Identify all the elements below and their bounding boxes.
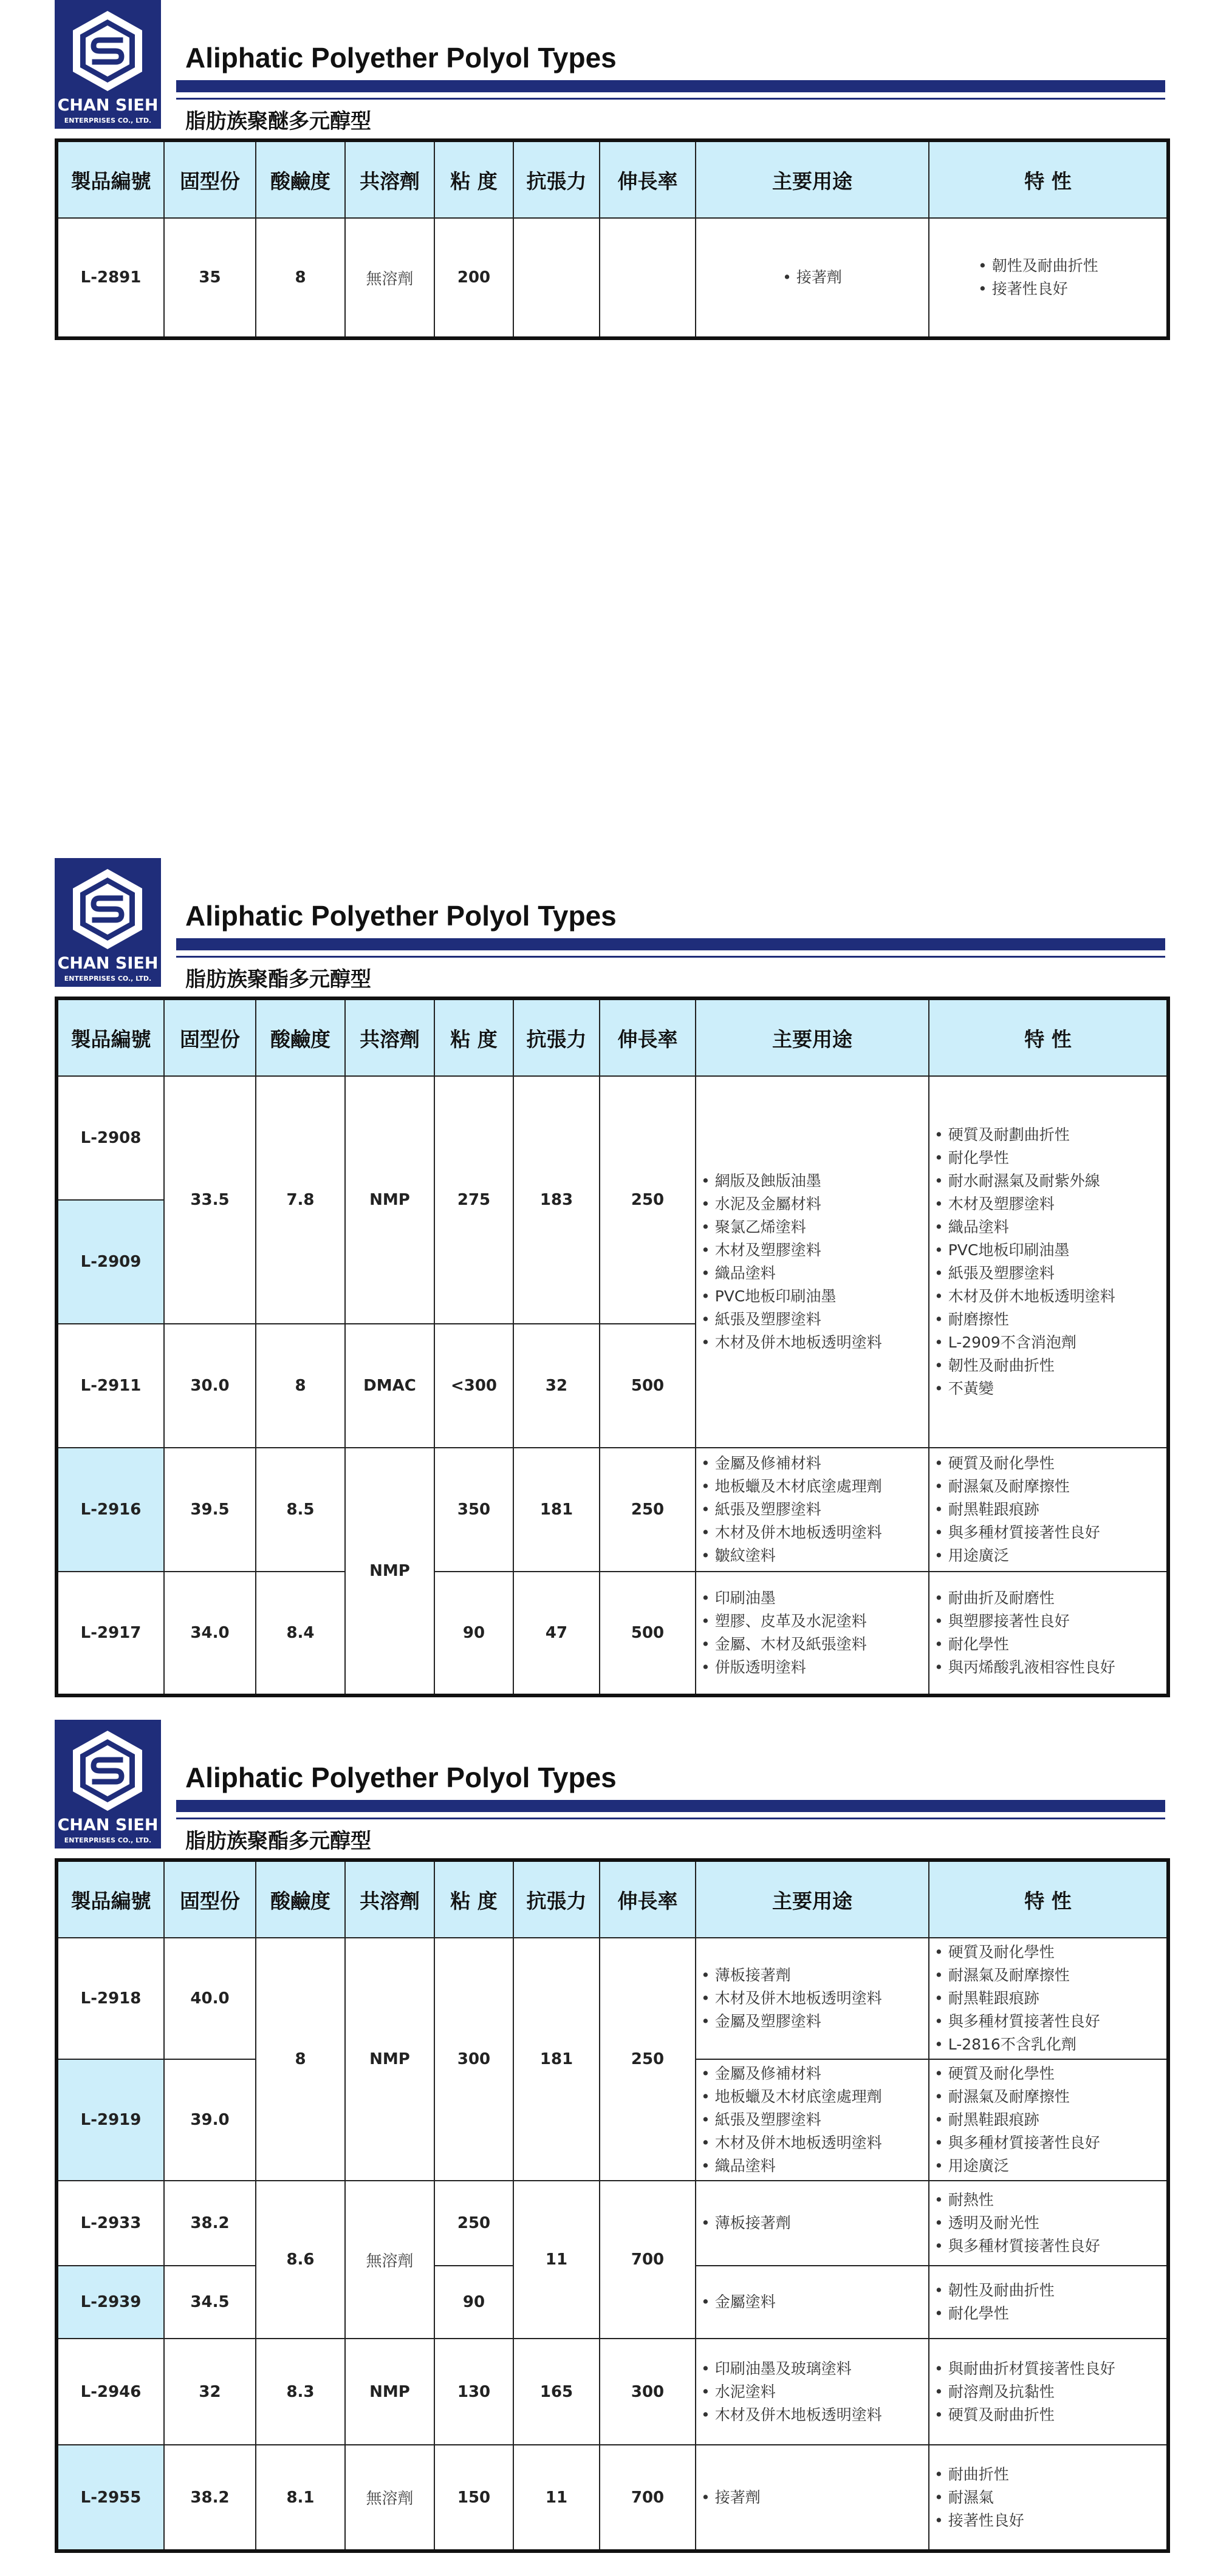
use-item: • 聚氯乙烯塗料 [701,1216,923,1239]
viscosity: 90 [434,2266,513,2339]
header-ph: 酸鹼度 [256,140,345,218]
feature-item: • 耐濕氣及耐摩擦性 [934,1475,1162,1498]
header-code: 製品編號 [56,140,164,218]
feature-item: • 紙張及塑膠塗料 [934,1262,1162,1285]
table-header-row [56,1860,1168,1938]
elongation: 250 [600,1938,696,2181]
solid-content: 38.2 [164,2181,256,2266]
ph-value: 8.1 [256,2445,345,2551]
product-code: L-2919 [56,2059,164,2181]
solid-content: 34.5 [164,2266,256,2339]
use-item: • 金屬及修補材料 [701,2062,923,2085]
company-logo [55,1720,161,1849]
table-row [56,2445,1168,2551]
use-item: • 地板蠟及木材底塗處理劑 [701,1475,923,1498]
feature-item: • 與丙烯酸乳液相容性良好 [934,1656,1162,1679]
table-row [56,1076,1168,1200]
product-code: L-2955 [56,2445,164,2551]
use-item: • 薄板接著劑 [701,2212,923,2235]
header-features: 特 性 [929,998,1168,1076]
viscosity: 90 [434,1572,513,1695]
ph-value: 8 [256,218,345,338]
section-3 [55,1720,1166,2570]
feature-item: • 耐曲折性 [934,2463,1162,2486]
tensile: 183 [513,1076,600,1324]
elongation: 500 [600,1324,696,1448]
co-solvent: NMP [345,2339,434,2445]
solid-content: 39.0 [164,2059,256,2181]
product-code: L-2891 [56,218,164,338]
feature-item: • 硬質及耐化學性 [934,2062,1162,2085]
feature-item: • 織品塗料 [934,1216,1162,1239]
section-title-zh: 脂肪族聚酯多元醇型 [185,967,371,992]
use-item: • PVC地板印刷油墨 [701,1285,923,1308]
use-item: • 金屬及修補材料 [701,1452,923,1475]
header-features: 特 性 [929,1860,1168,1938]
tensile: 165 [513,2339,600,2445]
section-2 [55,858,1166,1696]
feature-item: • 耐水耐濕氣及耐紫外線 [934,1170,1162,1193]
uses-cell [696,2181,929,2266]
solid-content: 32 [164,2339,256,2445]
elongation [600,218,696,338]
header-ph: 酸鹼度 [256,1860,345,1938]
tensile: 47 [513,1572,600,1695]
use-item: • 水泥塗料 [701,2380,923,2404]
uses-cell [696,1938,929,2059]
feature-item: • 韌性及耐曲折性 [934,2279,1162,2302]
uses-cell [696,2445,929,2551]
table-row [56,218,1168,338]
elongation: 700 [600,2181,696,2339]
header-tensile: 抗張力 [513,1860,600,1938]
feature-item: • 耐化學性 [934,1633,1162,1656]
feature-item: • 韌性及耐曲折性 [978,254,1162,278]
section-title-zh: 脂肪族聚酯多元醇型 [185,1829,371,1853]
table-header-row [56,140,1168,218]
use-item: • 併版透明塗料 [701,1656,923,1679]
co-solvent: 無溶劑 [345,2445,434,2551]
tensile: 32 [513,1324,600,1448]
use-item: • 木材及併木地板透明塗料 [701,1331,923,1354]
viscosity: 300 [434,1938,513,2181]
feature-item: • 硬質及耐化學性 [934,1452,1162,1475]
header-solid: 固型份 [164,1860,256,1938]
table-row [56,2339,1168,2445]
feature-item: • 木材及併木地板透明塗料 [934,1285,1162,1308]
title-bar [176,80,1165,92]
tensile: 181 [513,1448,600,1572]
features-cell [929,1572,1168,1695]
feature-item: • 與塑膠接著性良好 [934,1610,1162,1633]
features-cell [929,2059,1168,2181]
brand-name: CHAN SIEH [57,954,159,973]
features-cell [929,2181,1168,2266]
ph-value: 8.6 [256,2181,345,2339]
section-title-en: Aliphatic Polyether Polyol Types [185,42,617,73]
feature-item: • 耐黑鞋跟痕跡 [934,1987,1162,2010]
header-viscosity: 粘 度 [434,1860,513,1938]
header-solid: 固型份 [164,998,256,1076]
table-row [56,2181,1168,2266]
solid-content: 30.0 [164,1324,256,1448]
use-item: • 水泥及金屬材料 [701,1193,923,1216]
section-1 [55,0,1166,343]
table-row [56,1938,1168,2059]
brand-subtitle: ENTERPRISES CO., LTD. [64,117,152,124]
company-logo [55,858,161,987]
feature-item: • 耐曲折及耐磨性 [934,1587,1162,1610]
use-item: • 木材及塑膠塗料 [701,1239,923,1262]
co-solvent: NMP [345,1938,434,2181]
use-item: • 接著劑 [701,2486,923,2509]
product-code: L-2908 [56,1076,164,1200]
feature-item: • 耐濕氣 [934,2486,1162,2509]
viscosity: 200 [434,218,513,338]
ph-value: 7.8 [256,1076,345,1324]
solid-content: 39.5 [164,1448,256,1572]
uses-cell [696,218,929,338]
header-tensile: 抗張力 [513,998,600,1076]
header-code: 製品編號 [56,998,164,1076]
brand-name: CHAN SIEH [57,96,159,115]
feature-item: • 耐溶劑及抗黏性 [934,2380,1162,2404]
feature-item: • 耐化學性 [934,1147,1162,1170]
title-rule [176,1818,1165,1819]
feature-item: • 與多種材質接著性良好 [934,1521,1162,1544]
feature-item: • 硬質及耐劃曲折性 [934,1123,1162,1147]
section-title-zh: 脂肪族聚醚多元醇型 [185,109,371,134]
tensile: 181 [513,1938,600,2181]
header-solvent: 共溶劑 [345,140,434,218]
feature-item: • 接著性良好 [978,278,1162,301]
ph-value: 8.3 [256,2339,345,2445]
feature-item: • PVC地板印刷油墨 [934,1239,1162,1262]
header-uses: 主要用途 [696,1860,929,1938]
ph-value: 8 [256,1324,345,1448]
elongation: 250 [600,1076,696,1324]
brand-subtitle: ENTERPRISES CO., LTD. [64,975,152,983]
co-solvent: NMP [345,1076,434,1324]
product-table [55,138,1170,340]
solid-content: 38.2 [164,2445,256,2551]
viscosity: 130 [434,2339,513,2445]
features-cell [929,1938,1168,2059]
viscosity: 250 [434,2181,513,2266]
header-viscosity: 粘 度 [434,998,513,1076]
uses-cell [696,2266,929,2339]
tensile: 11 [513,2445,600,2551]
solid-content: 40.0 [164,1938,256,2059]
use-item: • 金屬塗料 [701,2291,923,2314]
feature-item: • 耐濕氣及耐摩擦性 [934,1964,1162,1987]
use-item: • 塑膠、皮革及水泥塗料 [701,1610,923,1633]
title-rule [176,956,1165,958]
use-item: • 接著劑 [782,266,842,289]
use-item: • 地板蠟及木材底塗處理劑 [701,2085,923,2108]
uses-cell [696,1076,929,1448]
title-bar [176,1800,1165,1812]
feature-item: • 用途廣泛 [934,1544,1162,1567]
features-cell [929,2266,1168,2339]
features-cell [929,218,1168,338]
header-solid: 固型份 [164,140,256,218]
header-viscosity: 粘 度 [434,140,513,218]
header-elongation: 伸長率 [600,998,696,1076]
header-elongation: 伸長率 [600,1860,696,1938]
header-uses: 主要用途 [696,140,929,218]
feature-item: • 不黃變 [934,1377,1162,1400]
section-title-en: Aliphatic Polyether Polyol Types [185,1762,617,1793]
uses-cell [696,2339,929,2445]
elongation: 250 [600,1448,696,1572]
viscosity: 150 [434,2445,513,2551]
feature-item: • 與耐曲折材質接著性良好 [934,2357,1162,2380]
brand-subtitle: ENTERPRISES CO., LTD. [64,1836,152,1844]
elongation: 500 [600,1572,696,1695]
feature-item: • 韌性及耐曲折性 [934,1354,1162,1377]
use-item: • 印刷油墨及玻璃塗料 [701,2357,923,2380]
use-item: • 印刷油墨 [701,1587,923,1610]
feature-item: • 硬質及耐曲折性 [934,2404,1162,2427]
use-item: • 薄板接著劑 [701,1964,923,1987]
features-cell [929,2445,1168,2551]
product-code: L-2916 [56,1448,164,1572]
use-item: • 織品塗料 [701,2155,923,2178]
brand-name: CHAN SIEH [57,1816,159,1835]
viscosity: <300 [434,1324,513,1448]
viscosity: 275 [434,1076,513,1324]
header-tensile: 抗張力 [513,140,600,218]
product-code: L-2933 [56,2181,164,2266]
product-table [55,1858,1170,2553]
ph-value: 8.4 [256,1572,345,1695]
section-title-en: Aliphatic Polyether Polyol Types [185,900,617,932]
feature-item: • 硬質及耐化學性 [934,1941,1162,1964]
solid-content: 33.5 [164,1076,256,1324]
product-code: L-2917 [56,1572,164,1695]
uses-cell [696,2059,929,2181]
use-item: • 金屬及塑膠塗料 [701,2010,923,2033]
logo-hexagon-icon [68,1728,147,1813]
use-item: • 紙張及塑膠塗料 [701,1308,923,1331]
use-item: • 木材及併木地板透明塗料 [701,2131,923,2155]
co-solvent: NMP [345,1448,434,1695]
header-code: 製品編號 [56,1860,164,1938]
feature-item: • L-2909不含消泡劑 [934,1331,1162,1354]
elongation: 700 [600,2445,696,2551]
viscosity: 350 [434,1448,513,1572]
use-item: • 織品塗料 [701,1262,923,1285]
feature-item: • 耐磨擦性 [934,1308,1162,1331]
logo-hexagon-icon [68,9,147,94]
tensile: 11 [513,2181,600,2339]
header-features: 特 性 [929,140,1168,218]
table-row [56,1572,1168,1695]
uses-cell [696,1448,929,1572]
use-item: • 金屬、木材及紙張塗料 [701,1633,923,1656]
product-code: L-2911 [56,1324,164,1448]
co-solvent: DMAC [345,1324,434,1448]
company-logo [55,0,161,129]
elongation: 300 [600,2339,696,2445]
use-item: • 網版及蝕版油墨 [701,1170,923,1193]
table-row [56,1448,1168,1572]
product-code: L-2918 [56,1938,164,2059]
co-solvent: 無溶劑 [345,218,434,338]
feature-item: • 耐黑鞋跟痕跡 [934,1498,1162,1521]
header-ph: 酸鹼度 [256,998,345,1076]
product-code: L-2939 [56,2266,164,2339]
feature-item: • 耐黑鞋跟痕跡 [934,2108,1162,2131]
feature-item: • 透明及耐光性 [934,2212,1162,2235]
features-cell [929,2339,1168,2445]
header-uses: 主要用途 [696,998,929,1076]
feature-item: • 耐濕氣及耐摩擦性 [934,2085,1162,2108]
use-item: • 紙張及塑膠塗料 [701,2108,923,2131]
feature-item: • 與多種材質接著性良好 [934,2010,1162,2033]
feature-item: • 與多種材質接著性良好 [934,2131,1162,2155]
co-solvent: 無溶劑 [345,2181,434,2339]
feature-item: • 耐熱性 [934,2189,1162,2212]
feature-item: • 與多種材質接著性良好 [934,2235,1162,2258]
use-item: • 木材及併木地板透明塗料 [701,1987,923,2010]
features-cell [929,1076,1168,1448]
title-rule [176,98,1165,100]
use-item: • 皺紋塗料 [701,1544,923,1567]
use-item: • 木材及併木地板透明塗料 [701,2404,923,2427]
feature-item: • 耐化學性 [934,2302,1162,2325]
use-item: • 木材及併木地板透明塗料 [701,1521,923,1544]
header-elongation: 伸長率 [600,140,696,218]
solid-content: 35 [164,218,256,338]
tensile [513,218,600,338]
product-code: L-2909 [56,1200,164,1324]
header-solvent: 共溶劑 [345,998,434,1076]
product-code: L-2946 [56,2339,164,2445]
ph-value: 8.5 [256,1448,345,1572]
feature-item: • 接著性良好 [934,2509,1162,2532]
feature-item: • 木材及塑膠塗料 [934,1193,1162,1216]
solid-content: 34.0 [164,1572,256,1695]
header-solvent: 共溶劑 [345,1860,434,1938]
ph-value: 8 [256,1938,345,2181]
product-table [55,997,1170,1697]
features-cell [929,1448,1168,1572]
logo-hexagon-icon [68,867,147,952]
uses-cell [696,1572,929,1695]
use-item: • 紙張及塑膠塗料 [701,1498,923,1521]
table-header-row [56,998,1168,1076]
title-bar [176,938,1165,950]
feature-item: • 用途廣泛 [934,2155,1162,2178]
feature-item: • L-2816不含乳化劑 [934,2033,1162,2056]
